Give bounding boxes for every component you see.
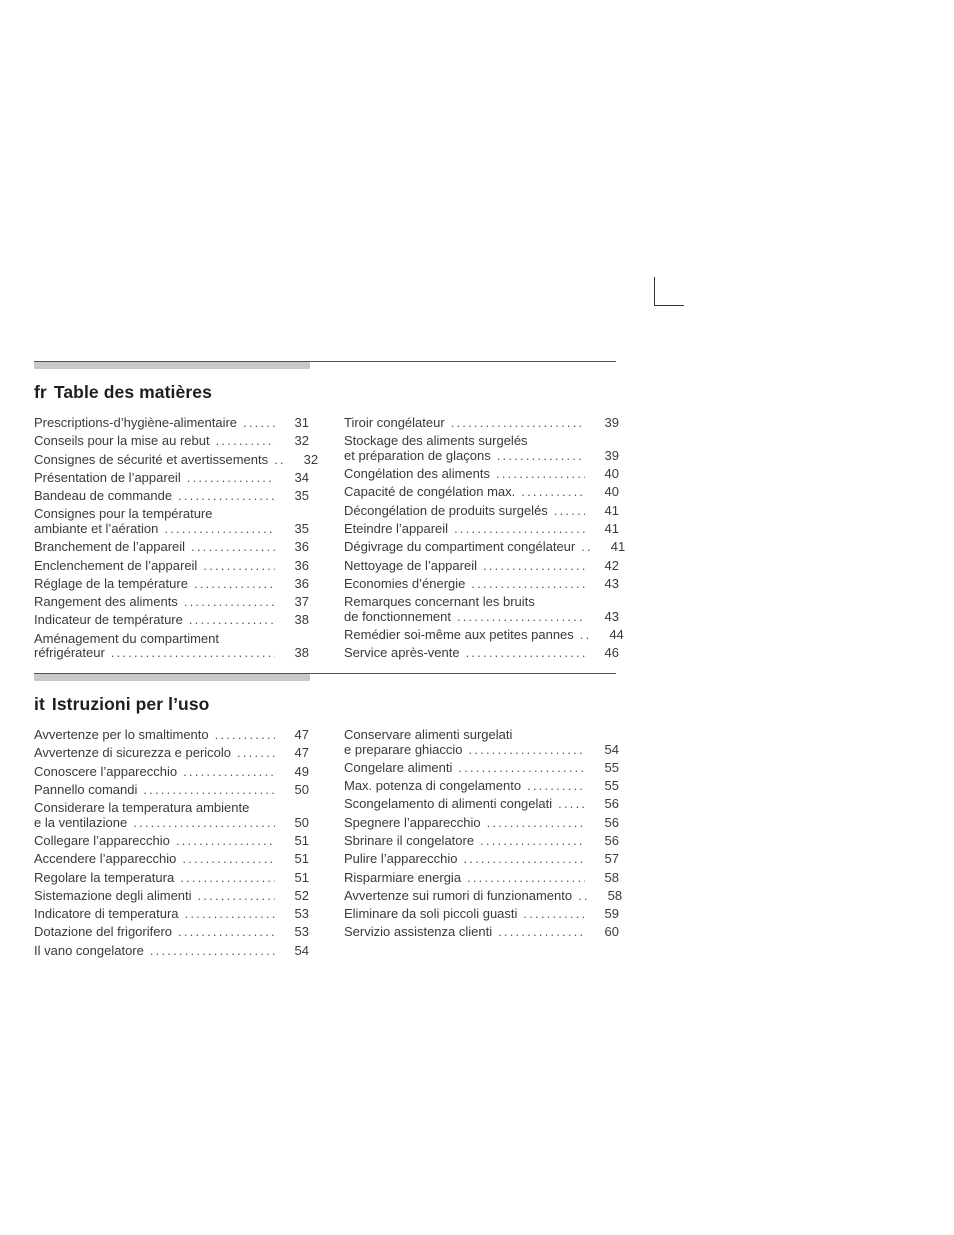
dot-leader xyxy=(527,779,585,794)
section-rule-bar xyxy=(34,673,310,681)
toc-entry-title: Risparmiare energia xyxy=(344,869,462,885)
toc-entry-line xyxy=(344,761,619,776)
toc-entry-line xyxy=(34,852,309,867)
toc-entry[interactable] xyxy=(344,834,619,849)
dot-leader xyxy=(187,471,275,486)
toc-entry-page-number: 47 xyxy=(294,727,309,742)
toc-entry-line xyxy=(344,610,619,625)
dot-leader xyxy=(463,852,585,867)
section-rule-line xyxy=(34,673,616,674)
toc-entry-page-number: 43 xyxy=(604,575,619,591)
dot-leader xyxy=(164,522,275,537)
section-heading xyxy=(34,382,616,403)
dot-leader xyxy=(458,761,585,776)
toc-entry-line xyxy=(34,471,309,486)
toc-entry-line xyxy=(344,467,619,482)
toc-entry-page-number: 54 xyxy=(604,741,619,757)
dot-leader xyxy=(483,559,585,574)
toc-entry[interactable] xyxy=(34,451,319,468)
dot-leader xyxy=(133,816,275,831)
toc-entry-title-line1: Considerare la temperatura ambiente xyxy=(34,800,250,816)
toc-entry-page-number: 60 xyxy=(604,924,619,940)
dot-leader xyxy=(176,834,275,849)
section-rule xyxy=(34,361,616,369)
toc-entry-line xyxy=(344,485,619,500)
toc-entry-page-number: 43 xyxy=(604,608,619,624)
toc-entry-title: Remédier soi-même aux petites pannes xyxy=(344,626,574,642)
toc-entry[interactable] xyxy=(344,522,619,537)
toc-entry-line xyxy=(344,743,619,758)
toc-entry[interactable] xyxy=(344,728,619,757)
toc-entry-page-number: 36 xyxy=(294,575,309,591)
toc-entry-title: Dotazione del frigorifero xyxy=(34,924,173,940)
toc-entry-title: Décongélation de produits surgelés xyxy=(344,502,548,518)
toc-entry-title: Congelare alimenti xyxy=(344,759,453,775)
toc-entry-title: Eliminare da soli piccoli guasti xyxy=(344,906,518,922)
toc-entry-title: Spegnere l’apparecchio xyxy=(344,814,481,830)
toc-entry[interactable] xyxy=(34,613,309,628)
toc-entry-page-number: 39 xyxy=(604,415,619,430)
dot-leader xyxy=(558,797,585,812)
toc-entry[interactable] xyxy=(34,728,309,743)
toc-entry-title: ambiante et l’aération xyxy=(34,520,159,536)
toc-entry-title: e la ventilazione xyxy=(34,814,128,830)
toc-entry-title: Tiroir congélateur xyxy=(344,415,445,430)
toc-entry-page-number: 55 xyxy=(604,759,619,775)
toc-entry-page-number: 34 xyxy=(294,469,309,485)
toc-entry-line xyxy=(344,925,619,940)
toc-entry-page-number: 54 xyxy=(294,942,309,958)
toc-entry-title: Indicatore di temperatura xyxy=(34,906,179,922)
toc-entry-line xyxy=(344,577,619,592)
toc-entry-title: Regolare la temperatura xyxy=(34,869,175,885)
toc-entry-line xyxy=(34,728,309,743)
toc-entry[interactable] xyxy=(344,416,619,431)
toc-entry-page-number: 41 xyxy=(604,502,619,518)
toc-entry[interactable] xyxy=(34,852,309,867)
toc-entry[interactable] xyxy=(344,646,619,661)
toc-entry[interactable] xyxy=(34,595,309,610)
toc-column-left xyxy=(34,728,309,962)
dot-leader xyxy=(469,743,585,758)
language-code: fr xyxy=(34,382,47,402)
toc-entry[interactable] xyxy=(344,887,623,904)
toc-entry-line xyxy=(34,559,309,574)
toc-entry-title-line1: Remarques concernant les bruits xyxy=(344,594,535,610)
dot-leader xyxy=(554,504,585,519)
toc-entry-page-number: 59 xyxy=(604,906,619,922)
toc-entry[interactable] xyxy=(344,539,626,555)
toc-entry-title: Avvertenze sui rumori di funzionamento xyxy=(344,887,573,903)
dot-leader xyxy=(578,889,588,904)
dot-leader xyxy=(457,610,585,625)
toc-entry[interactable] xyxy=(34,746,309,761)
toc-entry[interactable] xyxy=(344,871,619,886)
toc-column-left xyxy=(34,415,319,665)
toc-entry[interactable] xyxy=(34,925,309,940)
toc-entry[interactable] xyxy=(344,595,619,624)
toc-entry[interactable] xyxy=(344,504,619,519)
toc-entry-title: Dégivrage du compartiment congélateur xyxy=(344,539,576,555)
toc-entry-title: Prescriptions-d’hygiène-alimentaire xyxy=(34,415,238,430)
toc-entry-title: Servizio assistenza clienti xyxy=(344,924,493,940)
toc-entry[interactable] xyxy=(344,925,619,940)
dot-leader xyxy=(521,485,585,500)
section-title: Table des matières xyxy=(53,382,212,402)
dot-leader xyxy=(184,595,275,610)
toc-entry-title: et préparation de glaçons xyxy=(344,447,491,463)
toc-entry-page-number: 49 xyxy=(294,763,309,779)
toc-entry-page-number: 38 xyxy=(294,645,309,661)
toc-entry-line xyxy=(344,539,626,555)
toc-entry-title: Indicateur de température xyxy=(34,612,183,628)
toc-entry[interactable] xyxy=(34,907,309,922)
toc-entry-title-line1: Aménagement du compartiment xyxy=(34,630,219,646)
toc-entry-title-line1: Consignes pour la température xyxy=(34,506,213,522)
toc-entry[interactable] xyxy=(344,626,624,643)
toc-entry-title: Bandeau de commande xyxy=(34,488,173,504)
toc-entry-line xyxy=(34,783,309,798)
toc-entry-line xyxy=(344,504,619,519)
toc-entry[interactable] xyxy=(34,801,309,830)
dot-leader xyxy=(467,871,585,886)
toc-entry-title: Eteindre l’appareil xyxy=(344,520,449,536)
toc-entry-line xyxy=(344,626,624,643)
toc-entry-page-number: 57 xyxy=(604,851,619,867)
toc-entry-title: Capacité de congélation max. xyxy=(344,484,516,500)
toc-entry-title: Enclenchement de l’appareil xyxy=(34,557,198,573)
toc-entry[interactable] xyxy=(34,489,309,504)
toc-entry-line xyxy=(344,834,619,849)
toc-entry-line xyxy=(34,816,309,831)
toc-entry-title-line1: Conservare alimenti surgelati xyxy=(344,727,513,742)
dot-leader xyxy=(215,728,275,743)
dot-leader xyxy=(189,613,275,628)
toc-entry-title: de fonctionnement xyxy=(344,608,451,624)
dot-leader xyxy=(496,467,585,482)
dot-leader xyxy=(216,434,275,449)
toc-entry-page-number: 35 xyxy=(294,488,309,504)
dot-leader xyxy=(203,559,275,574)
toc-entry-line xyxy=(34,416,309,431)
toc-entry-page-number: 53 xyxy=(294,906,309,922)
toc-entry-page-number: 58 xyxy=(607,887,623,903)
language-code: it xyxy=(34,694,45,714)
toc-entry-page-number: 56 xyxy=(604,814,619,830)
dot-leader xyxy=(182,852,275,867)
section-title: Istruzioni per l’uso xyxy=(51,694,210,714)
dot-leader xyxy=(191,540,275,555)
toc-entry-title: e preparare ghiaccio xyxy=(344,741,463,757)
toc-entry-line xyxy=(344,816,619,831)
toc-entry-title: Branchement de l’appareil xyxy=(34,539,186,555)
toc-entry[interactable] xyxy=(34,540,309,555)
toc-entry-title: Collegare l’apparecchio xyxy=(34,832,170,848)
toc-entry-line xyxy=(344,559,619,574)
toc-entry-page-number: 32 xyxy=(294,433,309,449)
toc-entry-title: Nettoyage de l’appareil xyxy=(344,557,477,573)
toc-entry-line xyxy=(34,613,309,628)
toc-entry[interactable] xyxy=(34,944,309,959)
toc-entry-line xyxy=(34,944,309,959)
toc-entry-title: Accendere l’apparecchio xyxy=(34,851,177,867)
dot-leader xyxy=(111,646,275,661)
toc-entry-line xyxy=(34,595,309,610)
toc-entry-page-number: 37 xyxy=(294,594,309,610)
dot-leader xyxy=(480,834,585,849)
dot-leader xyxy=(194,577,275,592)
dot-leader xyxy=(237,746,275,761)
toc-entry-line xyxy=(34,871,309,886)
toc-entry[interactable] xyxy=(344,467,619,482)
toc-entry-page-number: 46 xyxy=(604,645,619,661)
toc-entry-line xyxy=(34,434,309,449)
toc-entry-page-number: 53 xyxy=(294,924,309,940)
dot-leader xyxy=(183,765,275,780)
dot-leader xyxy=(178,489,275,504)
toc-entry-title: Rangement des aliments xyxy=(34,594,178,610)
dot-leader xyxy=(185,907,275,922)
toc-entry-page-number: 50 xyxy=(294,781,309,797)
toc-entry-line xyxy=(344,416,619,431)
toc-entry-page-number: 44 xyxy=(609,626,624,642)
toc-entry-title: Consignes de sécurité et avertissements xyxy=(34,451,269,467)
toc-entry-title: Avvertenze per lo smaltimento xyxy=(34,727,209,742)
toc-entry[interactable] xyxy=(34,765,309,780)
toc-entry-title: Sbrinare il congelatore xyxy=(344,832,475,848)
toc-entry-line xyxy=(344,887,623,904)
toc-entry[interactable] xyxy=(344,907,619,922)
dot-leader xyxy=(274,453,284,468)
toc-entry-line xyxy=(34,646,309,661)
toc-entry[interactable] xyxy=(344,434,619,463)
dot-leader xyxy=(581,540,591,555)
toc-entry-line xyxy=(34,907,309,922)
toc-entry-title: Pannello comandi xyxy=(34,781,138,797)
toc-column-right xyxy=(344,727,623,944)
toc-entry-title: Sistemazione degli alimenti xyxy=(34,887,192,903)
toc-entry[interactable] xyxy=(34,783,309,798)
dot-leader xyxy=(523,907,585,922)
toc-entry[interactable] xyxy=(34,559,309,574)
section-rule-bar xyxy=(34,361,310,369)
dot-leader xyxy=(580,628,590,643)
toc-entry[interactable] xyxy=(34,507,309,536)
toc-entry-page-number: 51 xyxy=(294,851,309,867)
dot-leader xyxy=(143,783,275,798)
toc-entry[interactable] xyxy=(34,871,309,886)
toc-entry-page-number: 47 xyxy=(294,745,309,761)
toc-entry-page-number: 36 xyxy=(294,557,309,573)
toc-entry[interactable] xyxy=(344,779,619,794)
dot-leader xyxy=(471,577,585,592)
toc-entry-line xyxy=(344,522,619,537)
toc-entry-title: Pulire l’apparecchio xyxy=(344,851,458,867)
dot-leader xyxy=(180,871,275,886)
toc-entry-title-line1: Stockage des aliments surgelés xyxy=(344,433,528,449)
dot-leader xyxy=(198,889,275,904)
toc-entry-page-number: 50 xyxy=(294,814,309,830)
toc-entry-line xyxy=(34,577,309,592)
toc-entry-line xyxy=(344,907,619,922)
toc-entry-line xyxy=(34,522,309,537)
toc-entry-page-number: 52 xyxy=(294,887,309,903)
toc-section-it xyxy=(34,673,623,958)
dot-leader xyxy=(150,944,275,959)
toc-entry-line xyxy=(34,451,319,468)
toc-entry-line xyxy=(34,489,309,504)
toc-entry-line xyxy=(344,779,619,794)
toc-entry[interactable] xyxy=(344,761,619,776)
toc-entry-line xyxy=(344,852,619,867)
toc-entry[interactable] xyxy=(344,577,619,592)
toc-entry-page-number: 58 xyxy=(604,869,619,885)
toc-entry[interactable] xyxy=(34,577,309,592)
toc-entry-page-number: 42 xyxy=(604,557,619,573)
toc-entry-page-number: 41 xyxy=(604,520,619,536)
section-heading xyxy=(34,694,616,715)
dot-leader xyxy=(178,925,275,940)
toc-entry-line xyxy=(34,925,309,940)
toc-entry[interactable] xyxy=(34,471,309,486)
toc-entry[interactable] xyxy=(34,632,309,661)
toc-entry-line xyxy=(344,646,619,661)
toc-entry[interactable] xyxy=(34,434,309,449)
toc-column-right xyxy=(344,415,626,665)
toc-entry-page-number: 39 xyxy=(604,447,619,463)
toc-entry-title: réfrigérateur xyxy=(34,645,105,661)
toc-entry-page-number: 31 xyxy=(294,415,309,430)
toc-entry-page-number: 55 xyxy=(604,778,619,794)
toc-entry-page-number: 32 xyxy=(303,451,319,467)
section-rule-line xyxy=(34,361,616,362)
toc-entry[interactable] xyxy=(344,852,619,867)
toc-entry-title: Réglage de la température xyxy=(34,575,188,591)
toc-entry-page-number: 38 xyxy=(294,612,309,628)
dot-leader xyxy=(497,449,585,464)
toc-entry-title: Présentation de l’appareil xyxy=(34,469,181,485)
toc-entry-title: Conseils pour la mise au rebut xyxy=(34,433,210,449)
toc-entry-line xyxy=(34,746,309,761)
toc-entry[interactable] xyxy=(34,834,309,849)
toc-entry-title: Scongelamento di alimenti congelati xyxy=(344,796,553,812)
dot-leader xyxy=(243,416,275,431)
dot-leader xyxy=(451,416,585,431)
toc-entry[interactable] xyxy=(344,485,619,500)
toc-entry-line xyxy=(34,540,309,555)
toc-entry-page-number: 56 xyxy=(604,796,619,812)
toc-entry-line xyxy=(344,871,619,886)
toc-entry-line xyxy=(34,834,309,849)
toc-entry-line xyxy=(34,889,309,904)
toc-entry-page-number: 36 xyxy=(294,539,309,555)
toc-entry-title: Economies d’énergie xyxy=(344,575,466,591)
toc-entry-title: Congélation des aliments xyxy=(344,466,490,482)
toc-entry-page-number: 51 xyxy=(294,869,309,885)
toc-entry[interactable] xyxy=(344,797,619,812)
toc-entry-title: Conoscere l’apparecchio xyxy=(34,763,178,779)
toc-entry-title: Service après-vente xyxy=(344,645,460,661)
toc-section-fr xyxy=(34,361,626,661)
dot-leader xyxy=(466,646,585,661)
toc-entry[interactable] xyxy=(344,559,619,574)
toc-entry-page-number: 40 xyxy=(604,466,619,482)
toc-entry-page-number: 56 xyxy=(604,832,619,848)
section-rule xyxy=(34,673,616,681)
toc-entry[interactable] xyxy=(344,816,619,831)
toc-entry-title: Il vano congelatore xyxy=(34,942,144,958)
toc-entry-line xyxy=(344,797,619,812)
toc-entry-line xyxy=(344,449,619,464)
toc-entry-line xyxy=(34,765,309,780)
crop-corner-mark xyxy=(654,277,684,306)
toc-entry-title: Max. potenza di congelamento xyxy=(344,778,522,794)
toc-entry-page-number: 41 xyxy=(610,539,626,555)
dot-leader xyxy=(498,925,585,940)
toc-entry[interactable] xyxy=(34,889,309,904)
toc-entry[interactable] xyxy=(34,416,309,431)
dot-leader xyxy=(487,816,585,831)
toc-entry-page-number: 51 xyxy=(294,832,309,848)
toc-entry-title: Avvertenze di sicurezza e pericolo xyxy=(34,745,232,761)
toc-entry-page-number: 35 xyxy=(294,520,309,536)
dot-leader xyxy=(454,522,585,537)
toc-entry-page-number: 40 xyxy=(604,484,619,500)
